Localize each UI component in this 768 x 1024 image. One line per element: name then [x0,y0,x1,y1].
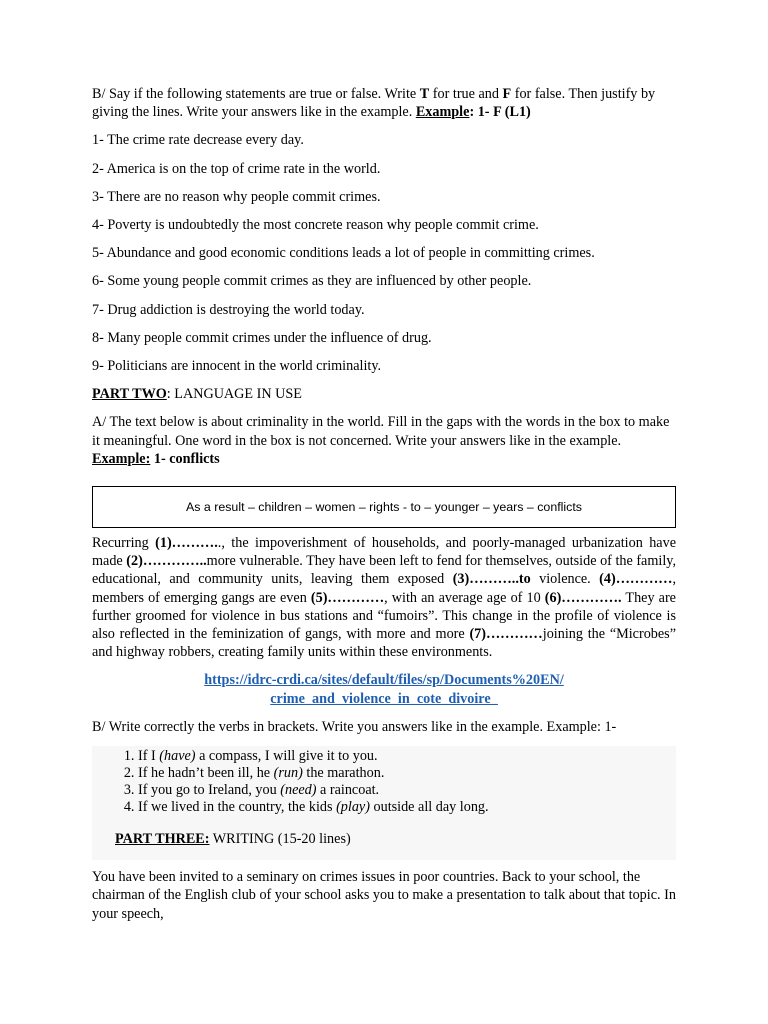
statement-item: 4- Poverty is undoubtedly the most concrete reason why people commit crime. [92,217,539,234]
verb-list [92,748,676,816]
instruction-text: B/ Say if the following statements are true or false. Write [92,86,420,102]
passage-text: , with an average age of 10 [384,589,545,606]
verb-item [138,782,676,799]
part-three-heading [92,830,676,848]
example-value: : 1- F (L1) [469,104,531,121]
gap-7: (7)………… [469,626,543,643]
part-two-heading [92,385,676,403]
passage-text: They are further groomed for violence in bus stations and “fumoirs”. This change in the profile of violence is also reflected in the feminization of gangs, with more and more [92,589,676,643]
passage-text: Recurring [92,535,156,552]
verb-item [138,799,676,816]
gap-6: (6)…………. [544,589,622,606]
statement-item: 5- Abundance and good economic conditions leads a lot of people in committing crimes. [92,245,595,262]
passage-text: , members of emerging gangs are even [92,571,676,606]
shaded-block [92,746,676,860]
verb-item-text: If he hadn’t been ill, he [138,765,274,782]
statement-item: 2- America is on the top of crime rate in the world. [92,160,381,177]
verb-item-text: outside all day long. [369,799,489,816]
word-box [92,486,676,528]
verb-in-brackets: (play) [336,799,370,816]
passage-text: joining the “Microbes” and highway robbers, creating family units within these environments. [92,626,676,661]
gap-1: (1)………. [155,535,218,552]
page-content [92,85,676,933]
verb-item-text: If I [138,748,160,765]
statement-list [92,131,676,375]
gap-3: (3)………..to [452,571,531,588]
passage-text: ., the impoverishment of households, and poorly-managed urbanization have made [92,535,676,570]
part-two-label: PART TWO [92,386,167,403]
gap-5: (5)………… [310,589,385,606]
verb-item-text: a compass, I will give it to you. [195,748,378,765]
source-link[interactable] [92,671,676,707]
instruction-text: for true and [429,86,503,102]
writing-prompt: You have been invited to a seminary on crimes issues in poor countries. Back to your school, the chairman of the English club of your school asks you to make a presentation to talk about that topic. In your speech, [92,869,676,922]
example-value: 1- conflicts [150,450,220,467]
verb-in-brackets: (need) [280,782,317,799]
statement-item: 6- Some young people commit crimes as they are influenced by other people. [92,273,532,290]
verb-in-brackets: (have) [159,748,196,765]
gap-4: (4)………… [599,571,673,588]
passage-text: violence. [530,571,600,588]
source-link-line-1[interactable]: https://idrc-crdi.ca/sites/default/files/sp/Documents%20EN/ [204,672,564,689]
example-label: Example: [92,450,151,467]
part-two-title: : LANGUAGE IN USE [166,386,302,403]
true-letter: T [419,86,430,102]
verb-item [138,748,676,765]
verbs-instructions: B/ Write correctly the verbs in brackets. Write you answers like in the example. Example: 1- [92,718,617,735]
statement-item: 7- Drug addiction is destroying the world today. [92,301,365,318]
part-three-label: PART THREE: [115,831,210,848]
part-three-title: WRITING (15-20 lines) [209,831,351,848]
verb-item-text: If you go to Ireland, you [138,782,281,799]
example-label: Example [415,104,470,121]
fill-gaps-instructions [92,413,676,468]
false-letter: F [502,86,512,102]
statement-item: 3- There are no reason why people commit crimes. [92,188,381,205]
instruction-text: for false. Then justify by giving the lines. Write your answers like in the example. [92,86,656,121]
verb-item-text: If we lived in the country, the kids [138,799,337,816]
source-link-line-2[interactable]: crime_and_violence_in_cote_divoire_ [270,690,498,707]
statement-item: 9- Politicians are innocent in the world criminality. [92,358,382,375]
true-false-instructions [92,85,676,121]
passage-text: more vulnerable. They have been left to fend for themselves, outside of the family, educational, and community units, leaving them exposed [92,553,676,588]
instruction-text: A/ The text below is about criminality in the world. Fill in the gaps with the words in the box to make it meaningful. One word in the box is not concerned. Write your answers like in the example. [92,414,670,449]
gap-2: (2)………….. [126,553,207,570]
statement-item: 1- The crime rate decrease every day. [92,132,304,149]
verb-in-brackets: (run) [273,765,303,782]
statement-item: 8- Many people commit crimes under the influence of drug. [92,329,432,346]
gap-fill-passage [92,534,676,661]
verb-item-text: a raincoat. [316,782,380,799]
verb-item-text: the marathon. [302,765,385,782]
word-box-text: As a result – children – women – rights - to – younger – years – conflicts [185,499,582,514]
verb-item [138,765,676,782]
